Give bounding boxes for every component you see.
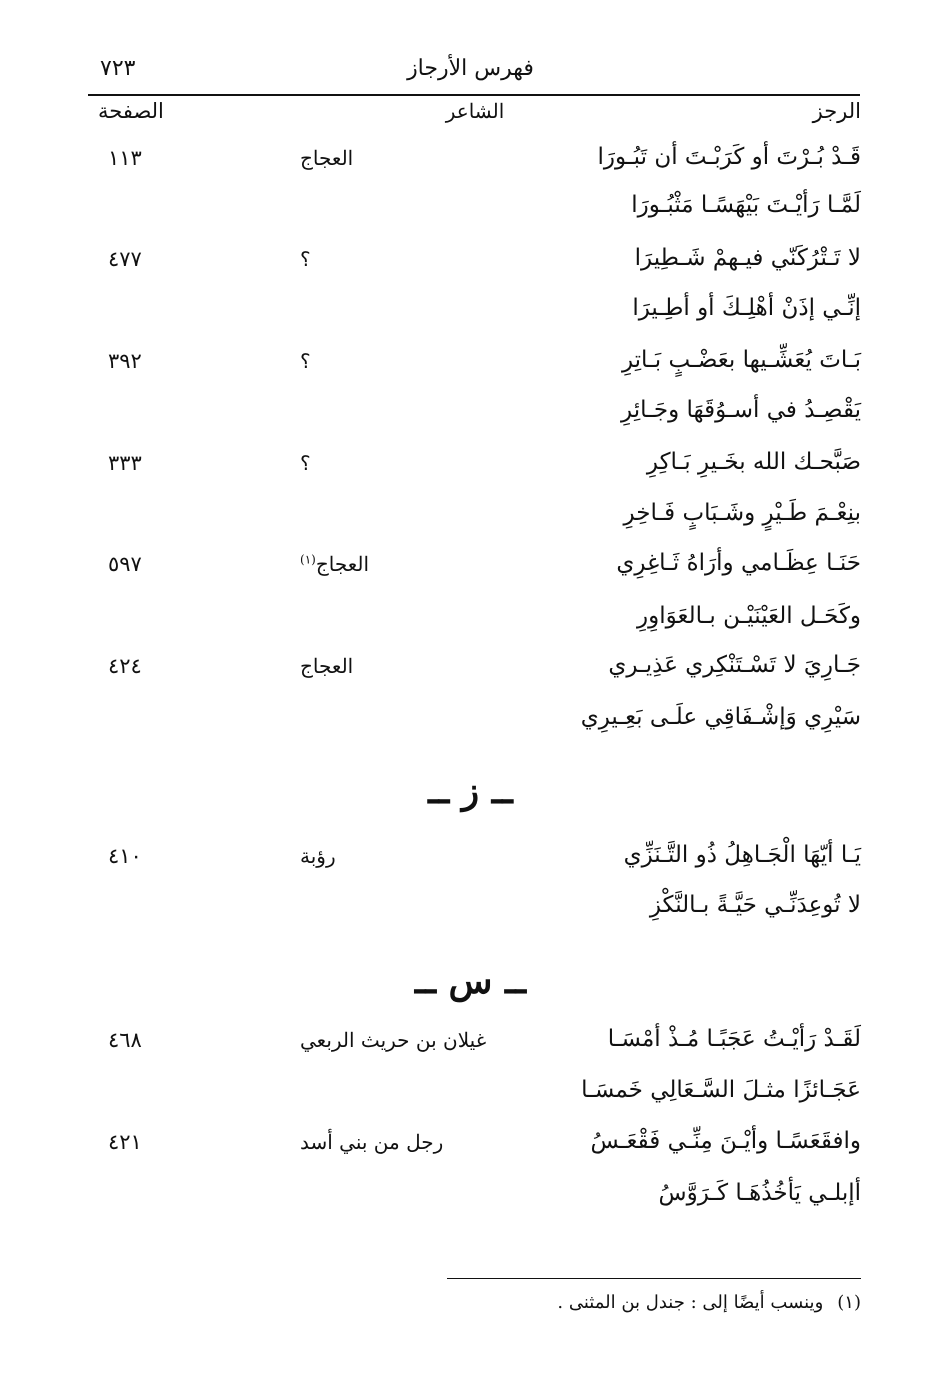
verse-line: يَـا أيّهَا الْجَـاهِلُ ذُو التَّـنَزِّي (623, 842, 861, 868)
column-header-page: الصفحة (98, 99, 164, 123)
page-ref: ٤٧٧ (108, 247, 142, 271)
poet-name-with-note (300, 552, 510, 576)
page-ref: ٣٣٣ (108, 451, 142, 475)
verse-line: لَقَـدْ رَأيْـتُ عَجَبًـا مُـذْ أمْسَـا (607, 1026, 861, 1052)
poet-name: رؤبة (300, 844, 336, 868)
verse-line: صَبَّحـك الله بخَـيرِ بَـاكِرِ (646, 449, 861, 475)
poet-name: العجاج (300, 146, 354, 170)
footnote-reference: (١) (300, 552, 316, 567)
poet-name: ؟ (300, 451, 311, 475)
verse-line: سَيْرِي وَإشْـفَاقِي علَـى بَعِـيرِي (580, 704, 861, 730)
verse-line: لا تُوعِدَنِّـي حَيَّـةً بـالنَّكْزِ (649, 892, 861, 918)
running-title: فهرس الأرجاز (407, 56, 534, 81)
page-ref: ٤١٠ (108, 844, 142, 868)
footnote-rule (447, 1278, 861, 1279)
page-ref: ٤٢٤ (108, 654, 142, 678)
verse-line: لَمَّـا رَأيْـتَ بَيْهَسًـا مَثْبُـورَا (631, 192, 861, 218)
verse-line: جَـارِيَ لا تَسْـتَنْكِري عَذِيـري (608, 652, 861, 678)
column-header-poet: الشاعر (445, 99, 505, 123)
page-ref: ٤٦٨ (108, 1028, 142, 1052)
page-ref: ١١٣ (108, 146, 142, 170)
verse-line: بَـاتَ يُعَشِّـيها بعَضْـبٍ بَـاتِرِ (621, 347, 861, 373)
verse-line: لا تَـتْرُكَنّي فيـهمْ شَـطِيرَا (634, 245, 861, 271)
verse-line: عَجَـائزًا مثـلَ السَّـعَالِي خَمسَـا (581, 1077, 861, 1103)
poet-name: العجاج (300, 654, 354, 678)
header-rule (88, 94, 860, 96)
page-ref: ٥٩٧ (108, 552, 142, 576)
section-heading-zay: ــ ز ــ (428, 770, 513, 812)
page-ref: ٣٩٢ (108, 349, 142, 373)
verse-line: بنِعْـمَ طَـيْرٍ وشَـبَابٍ فَـاخِرِ (623, 500, 861, 526)
poet-name: غيلان بن حريث الربعي (300, 1028, 487, 1052)
page-ref: ٤٢١ (108, 1130, 142, 1154)
column-header-rajaz: الرجز (812, 99, 861, 123)
verse-line: وافقَعَسًـا وأيْـنَ مِنِّـي فَقْعَـسُ (590, 1128, 861, 1154)
footnote (557, 1292, 861, 1313)
verse-line: يَقْصِـدُ في أسـوُقَهَا وجَـائِرِ (621, 397, 861, 423)
verse-line: حَنَـا عِظَـامي وأرَاهُ ثَـاغِرِي (616, 550, 861, 576)
footnote-mark: (١) (837, 1292, 861, 1313)
poet-name: رجل من بني أسد (300, 1130, 444, 1154)
footnote-text: وينسب أيضًا إلى : جندل بن المثنى . (557, 1292, 824, 1313)
verse-line: إنِّـي إذَنْ أهْلِـكَ أو أطِـيرَا (632, 295, 861, 321)
page-number: ٧٢٣ (100, 56, 136, 81)
verse-line: أإبلـي يَأخُذُهَـا كَـرَوَّسُ (658, 1180, 861, 1206)
poet-name: ؟ (300, 349, 311, 373)
poet-name: العجاج (315, 552, 370, 576)
section-heading-sin: ــ س ــ (414, 960, 527, 1002)
verse-line: قَـدْ بُـرْتَ أو كَرَبْـتَ أن تَبُـورَا (597, 144, 861, 170)
poet-name: ؟ (300, 247, 311, 271)
verse-line: وكَحَـل العَيْنَيْـن بـالعَوَاوِرِ (637, 603, 861, 629)
